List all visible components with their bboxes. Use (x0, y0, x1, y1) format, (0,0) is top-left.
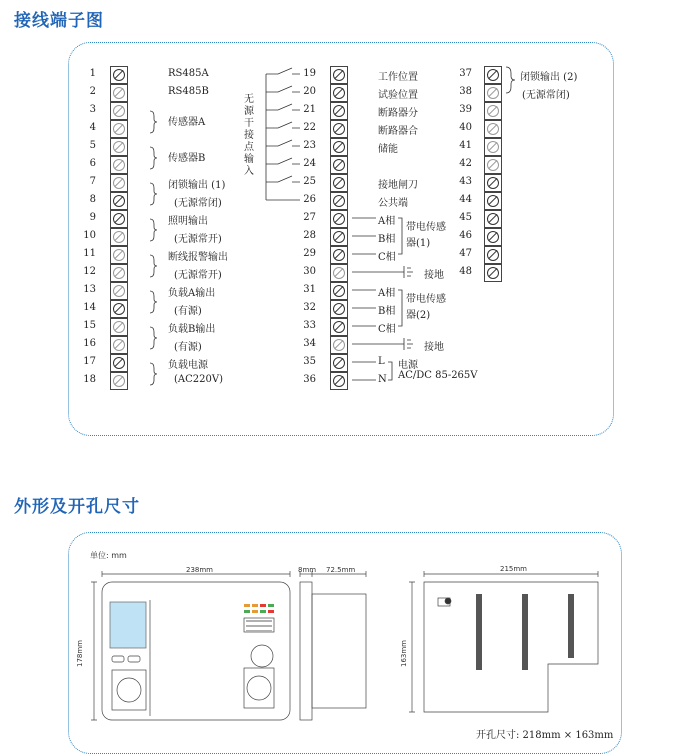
terminal-number: 22 (303, 122, 316, 133)
label-t26: 公共端 (378, 198, 408, 209)
label-dry-contact-input: 无源干接点输入 (244, 94, 254, 177)
terminal-number: 41 (459, 140, 472, 151)
terminal-number: 7 (89, 176, 96, 187)
dim-depth-panel: 8mm (298, 566, 317, 574)
terminal-number: 3 (89, 104, 96, 115)
terminal-number: 33 (303, 320, 316, 331)
terminal-number: 18 (83, 374, 96, 385)
dim-height-front: 178mm (76, 640, 84, 667)
terminal-number: 15 (83, 320, 96, 331)
dimensions-section-title: 外形及开孔尺寸 (14, 497, 140, 517)
terminal-number: 20 (303, 86, 316, 97)
label-rs485a: RS485A (168, 68, 209, 79)
terminal-number: 35 (303, 356, 316, 367)
terminal-number: 6 (89, 158, 96, 169)
terminal-number: 48 (459, 266, 472, 277)
wiring-section-title: 接线端子图 (14, 11, 104, 31)
label-load-power-note: (AC220V) (174, 374, 223, 385)
terminal-number: 5 (89, 140, 96, 151)
terminal-number: 11 (83, 248, 96, 259)
label-phase-b-1: B相 (378, 234, 396, 245)
label-lock-out-2-note: (无源常闭) (522, 90, 570, 101)
label-light-out: 照明输出 (168, 216, 208, 227)
terminal-number: 12 (83, 266, 96, 277)
terminal-number: 25 (303, 176, 316, 187)
label-power: 电源 (398, 360, 418, 371)
terminal-number: 19 (303, 68, 316, 79)
label-load-b: 负载B输出 (168, 324, 216, 335)
label-sensor-1: 带电传感器(1) (406, 222, 446, 249)
label-sensor-a: 传感器A (168, 117, 206, 128)
terminal-number: 39 (459, 104, 472, 115)
terminal-number: 17 (83, 356, 96, 367)
label-t23: 储能 (378, 144, 398, 155)
label-lock-out-2: 闭锁输出 (2) (520, 72, 578, 83)
terminal-number: 28 (303, 230, 316, 241)
terminal-number: 45 (459, 212, 472, 223)
unit-label: 单位: mm (90, 551, 127, 560)
terminal-number: 29 (303, 248, 316, 259)
label-load-power: 负载电源 (168, 360, 208, 371)
terminal-number: 14 (83, 302, 96, 313)
terminal-number: 30 (303, 266, 316, 277)
label-break-alarm-note: (无源常开) (174, 270, 222, 281)
terminal-number: 27 (303, 212, 316, 223)
terminal-number: 10 (83, 230, 96, 241)
terminal-number: 1 (89, 68, 96, 79)
terminal-number: 46 (459, 230, 472, 241)
dim-width-front: 238mm (186, 566, 213, 574)
terminal-number: 43 (459, 176, 472, 187)
label-t21: 断路器分 (378, 108, 418, 119)
label-lock-out-1-note: (无源常闭) (174, 198, 222, 209)
label-light-out-note: (无源常开) (174, 234, 222, 245)
dim-depth-body: 72.5mm (326, 566, 356, 574)
label-sensor-b: 传感器B (168, 153, 206, 164)
dim-cutout-width: 215mm (500, 565, 527, 573)
dim-cutout-height: 163mm (400, 640, 408, 667)
terminal-number: 9 (89, 212, 96, 223)
label-ground-1: 接地 (424, 270, 444, 281)
label-power-n: N (378, 374, 387, 385)
cutout-size-label: 开孔尺寸: 218mm × 163mm (476, 730, 614, 741)
terminal-number: 13 (83, 284, 96, 295)
terminal-number: 44 (459, 194, 472, 205)
terminal-number: 26 (303, 194, 316, 205)
label-power-l: L (378, 356, 385, 367)
label-ground-2: 接地 (424, 342, 444, 353)
terminal-number: 16 (83, 338, 96, 349)
label-load-b-note: (有源) (174, 342, 202, 353)
label-rs485b: RS485B (168, 86, 209, 97)
label-t20: 试验位置 (378, 90, 418, 101)
terminal-number: 47 (459, 248, 472, 259)
terminal-number: 31 (303, 284, 316, 295)
label-t19: 工作位置 (378, 72, 418, 83)
label-t22: 断路器合 (378, 126, 418, 137)
label-load-a-note: (有源) (174, 306, 202, 317)
label-break-alarm: 断线报警输出 (168, 252, 228, 263)
label-lock-out-1: 闭锁输出 (1) (168, 180, 226, 191)
label-phase-c-1: C相 (378, 252, 396, 263)
label-phase-b-2: B相 (378, 306, 396, 317)
terminal-number: 36 (303, 374, 316, 385)
label-power-spec: AC/DC 85-265V (398, 370, 478, 381)
terminal-number: 34 (303, 338, 316, 349)
label-t25: 接地闸刀 (378, 180, 418, 191)
terminal-number: 42 (459, 158, 472, 169)
terminal-number: 24 (303, 158, 316, 169)
terminal-number: 37 (459, 68, 472, 79)
terminal-number: 40 (459, 122, 472, 133)
label-phase-c-2: C相 (378, 324, 396, 335)
label-phase-a-2: A相 (378, 288, 396, 299)
label-phase-a-1: A相 (378, 216, 396, 227)
label-sensor-2: 带电传感器(2) (406, 294, 446, 321)
terminal-number: 4 (89, 122, 96, 133)
terminal-number: 8 (89, 194, 96, 205)
terminal-number: 21 (303, 104, 316, 115)
terminal-number: 2 (89, 86, 96, 97)
terminal-number: 32 (303, 302, 316, 313)
label-load-a: 负载A输出 (168, 288, 216, 299)
terminal-number: 38 (459, 86, 472, 97)
terminal-number: 23 (303, 140, 316, 151)
